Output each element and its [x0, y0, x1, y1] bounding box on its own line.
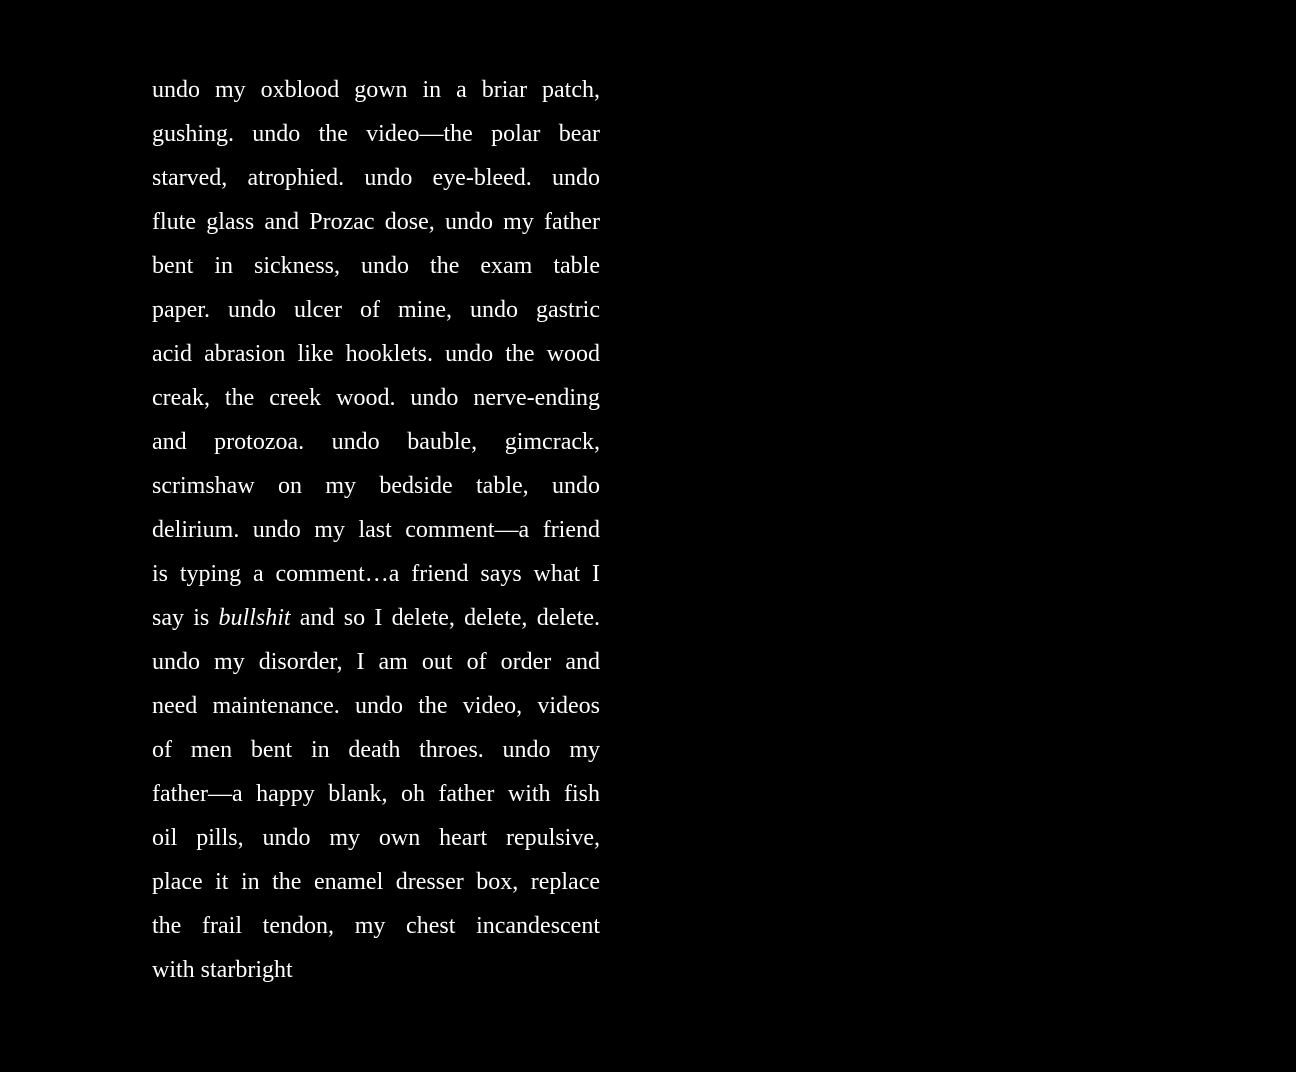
- poem-line-13-italic: bullshit: [218, 605, 291, 631]
- poem-line-18: oil pills, undo my own heart repulsive,: [152, 825, 600, 851]
- poem-line-13: [152, 596, 600, 640]
- poem-line-9: and protozoa. undo bauble, gimcrack,: [152, 429, 600, 455]
- poem-line-6: paper. undo ulcer of mine, undo gastric: [152, 297, 600, 323]
- poem-line-19: place it in the enamel dresser box, replace: [152, 869, 600, 895]
- poem-line-21: with starbright: [152, 957, 293, 983]
- poem-line-16: of men bent in death throes. undo my: [152, 737, 600, 763]
- poem-line-12: is typing a comment…a friend says what I: [152, 561, 600, 587]
- poem-text-block: [152, 68, 600, 992]
- poem-line-1: undo my oxblood gown in a briar patch,: [152, 77, 600, 103]
- poem-line-20: the frail tendon, my chest incandescent: [152, 913, 600, 939]
- poem-line-11: delirium. undo my last comment—a friend: [152, 517, 600, 543]
- poem-line-13-before: say is: [152, 605, 219, 631]
- poem-line-13-after: and so I delete, delete, delete.: [290, 605, 600, 631]
- poem-line-3: starved, atrophied. undo eye-bleed. undo: [152, 165, 600, 191]
- poem-line-4: flute glass and Prozac dose, undo my father: [152, 209, 600, 235]
- poem-line-5: bent in sickness, undo the exam table: [152, 253, 600, 279]
- poem-line-7: acid abrasion like hooklets. undo the wood: [152, 341, 600, 367]
- poem-line-14: undo my disorder, I am out of order and: [152, 649, 600, 675]
- poem-line-10: scrimshaw on my bedside table, undo: [152, 473, 600, 499]
- poem-line-17: father—a happy blank, oh father with fish: [152, 781, 600, 807]
- poem-line-2: gushing. undo the video—the polar bear: [152, 121, 600, 147]
- poem-line-8: creak, the creek wood. undo nerve-ending: [152, 385, 600, 411]
- poem-line-15: need maintenance. undo the video, videos: [152, 693, 600, 719]
